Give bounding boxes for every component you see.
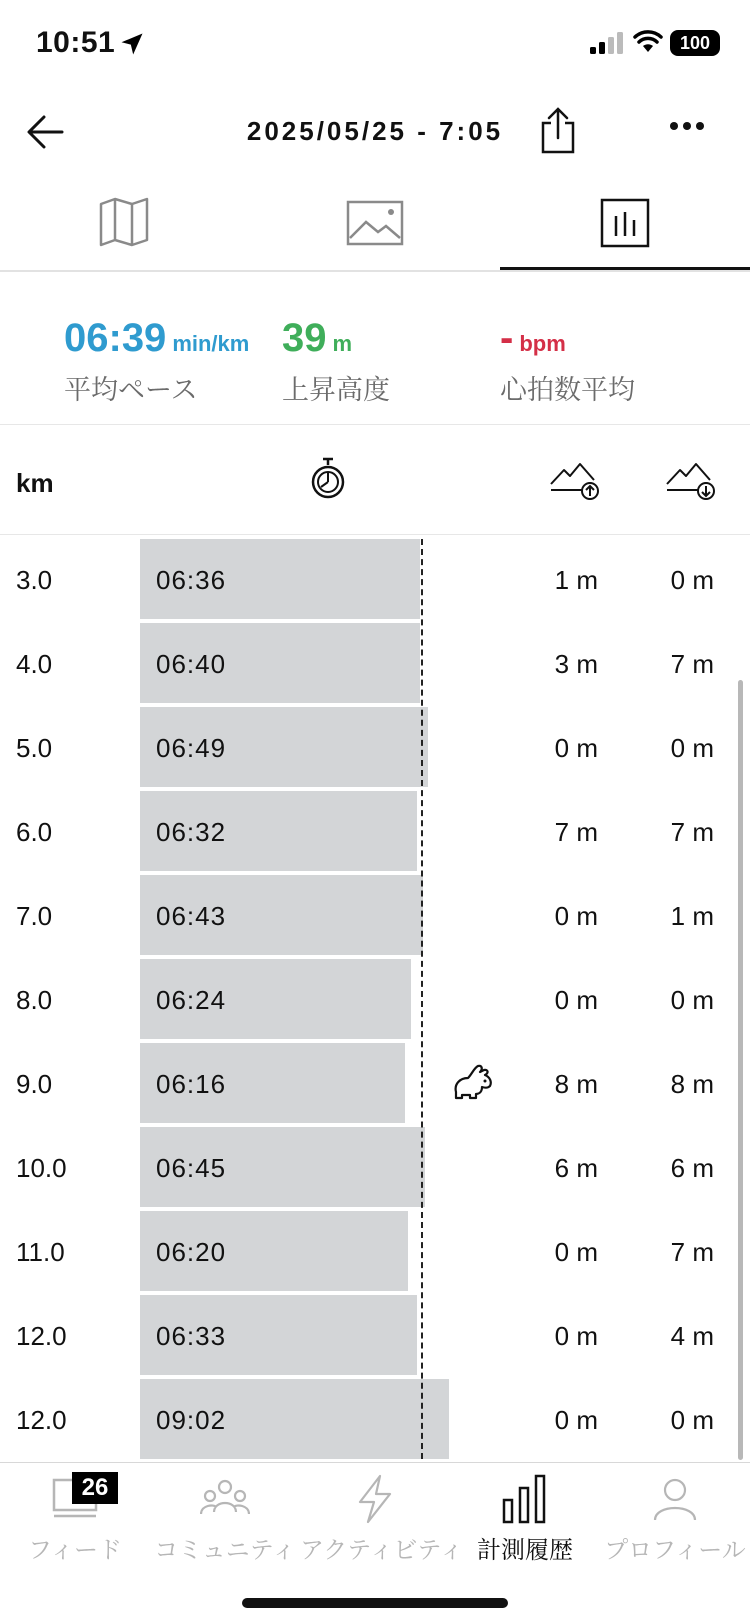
split-ascent: 0 m [554, 1405, 598, 1435]
split-ascent: 7 m [554, 817, 598, 847]
share-icon[interactable] [540, 106, 576, 154]
split-ascent: 6 m [554, 1153, 598, 1183]
split-km: 6.0 [16, 817, 53, 847]
home-indicator [242, 1598, 508, 1608]
split-row [0, 1127, 750, 1207]
lightning-icon [350, 1474, 400, 1524]
nav-profile-label: プロフィール [604, 1537, 746, 1564]
split-row [0, 959, 750, 1039]
status-time: 10:51 [36, 26, 116, 59]
profile-icon [650, 1474, 700, 1524]
split-descent: 0 m [670, 985, 714, 1015]
split-ascent: 0 m [554, 733, 598, 763]
tab-divider [0, 270, 750, 272]
split-pace: 06:45 [156, 1153, 227, 1183]
split-row [0, 875, 750, 955]
split-pace: 09:02 [156, 1405, 227, 1435]
split-ascent: 1 m [554, 565, 598, 595]
average-pace-line [421, 539, 423, 1459]
tab-stats[interactable] [500, 180, 750, 270]
more-icon[interactable] [668, 116, 706, 136]
split-descent: 0 m [670, 1405, 714, 1435]
nav-community-label: コミュニティ [154, 1537, 296, 1564]
split-row [0, 623, 750, 703]
split-row [0, 1211, 750, 1291]
split-km: 4.0 [16, 649, 53, 679]
rabbit-icon [452, 1064, 494, 1100]
photo-icon [346, 200, 404, 246]
split-km: 5.0 [16, 733, 53, 763]
split-row [0, 791, 750, 871]
avg-pace-label: 平均ペース [64, 375, 198, 405]
nav-profile[interactable] [600, 1470, 750, 1564]
split-descent: 8 m [670, 1069, 714, 1099]
split-km: 12.0 [16, 1321, 67, 1351]
avg-heart-rate-label: 心拍数平均 [500, 375, 635, 405]
map-icon [98, 196, 150, 248]
nav-activity[interactable] [300, 1470, 464, 1564]
split-descent: 7 m [670, 649, 714, 679]
tab-photo[interactable] [250, 180, 500, 270]
split-km: 12.0 [16, 1405, 67, 1435]
cellular-signal-icon [590, 32, 624, 54]
split-pace: 06:43 [156, 901, 227, 931]
split-pace: 06:32 [156, 817, 227, 847]
split-descent: 6 m [670, 1153, 714, 1183]
split-descent: 1 m [670, 901, 714, 931]
split-pace: 06:40 [156, 649, 227, 679]
split-km: 9.0 [16, 1069, 53, 1099]
feed-badge: 26 [72, 1472, 118, 1504]
split-ascent: 0 m [554, 901, 598, 931]
split-km: 10.0 [16, 1153, 67, 1183]
split-ascent: 3 m [554, 649, 598, 679]
page-title: 2025/05/25 - 7:05 [246, 116, 504, 146]
bar-chart-icon [600, 198, 650, 248]
avg-heart-rate-value: - bpm [500, 316, 566, 360]
split-pace: 06:16 [156, 1069, 227, 1099]
avg-pace-value: 06:39 min/km [64, 316, 250, 360]
nav-history[interactable] [450, 1470, 600, 1564]
km-column-header: km [16, 468, 54, 498]
split-km: 7.0 [16, 901, 53, 931]
split-row [0, 1295, 750, 1375]
nav-feed-label: フィード [27, 1537, 123, 1564]
elevation-gain-value: 39 m [282, 316, 353, 360]
split-ascent: 8 m [554, 1069, 598, 1099]
tab-map[interactable] [0, 180, 250, 270]
community-icon [200, 1474, 250, 1524]
history-chart-icon [500, 1474, 550, 1524]
split-ascent: 0 m [554, 985, 598, 1015]
scrollbar[interactable] [738, 680, 743, 1460]
elevation-gain-label: 上昇高度 [282, 375, 390, 405]
split-descent: 0 m [670, 565, 714, 595]
mountain-up-icon [550, 460, 602, 502]
nav-activity-label: アクティビティ [300, 1537, 464, 1564]
split-descent: 4 m [670, 1321, 714, 1351]
nav-history-label: 計測履歴 [477, 1537, 573, 1564]
split-row [0, 539, 750, 619]
split-km: 11.0 [16, 1237, 65, 1267]
stopwatch-icon [310, 456, 346, 500]
split-pace: 06:49 [156, 733, 227, 763]
nav-community[interactable] [150, 1470, 300, 1564]
mountain-down-icon [666, 460, 718, 502]
split-pace: 06:33 [156, 1321, 227, 1351]
split-row [0, 707, 750, 787]
split-ascent: 0 m [554, 1321, 598, 1351]
split-km: 8.0 [16, 985, 53, 1015]
nav-divider [0, 1462, 750, 1463]
split-descent: 7 m [670, 817, 714, 847]
split-pace: 06:36 [156, 565, 227, 595]
split-ascent: 0 m [554, 1237, 598, 1267]
split-pace: 06:24 [156, 985, 227, 1015]
location-arrow-icon [118, 30, 146, 58]
tab-active-indicator [500, 267, 750, 270]
split-pace: 06:20 [156, 1237, 227, 1267]
split-descent: 7 m [670, 1237, 714, 1267]
battery-indicator: 100 [670, 30, 720, 56]
summary-divider [0, 424, 750, 425]
wifi-icon [633, 30, 663, 54]
split-row [0, 1043, 750, 1123]
back-arrow-icon[interactable] [26, 112, 66, 152]
split-descent: 0 m [670, 733, 714, 763]
split-km: 3.0 [16, 565, 53, 595]
table-header-divider [0, 534, 750, 535]
split-row [0, 1379, 750, 1459]
